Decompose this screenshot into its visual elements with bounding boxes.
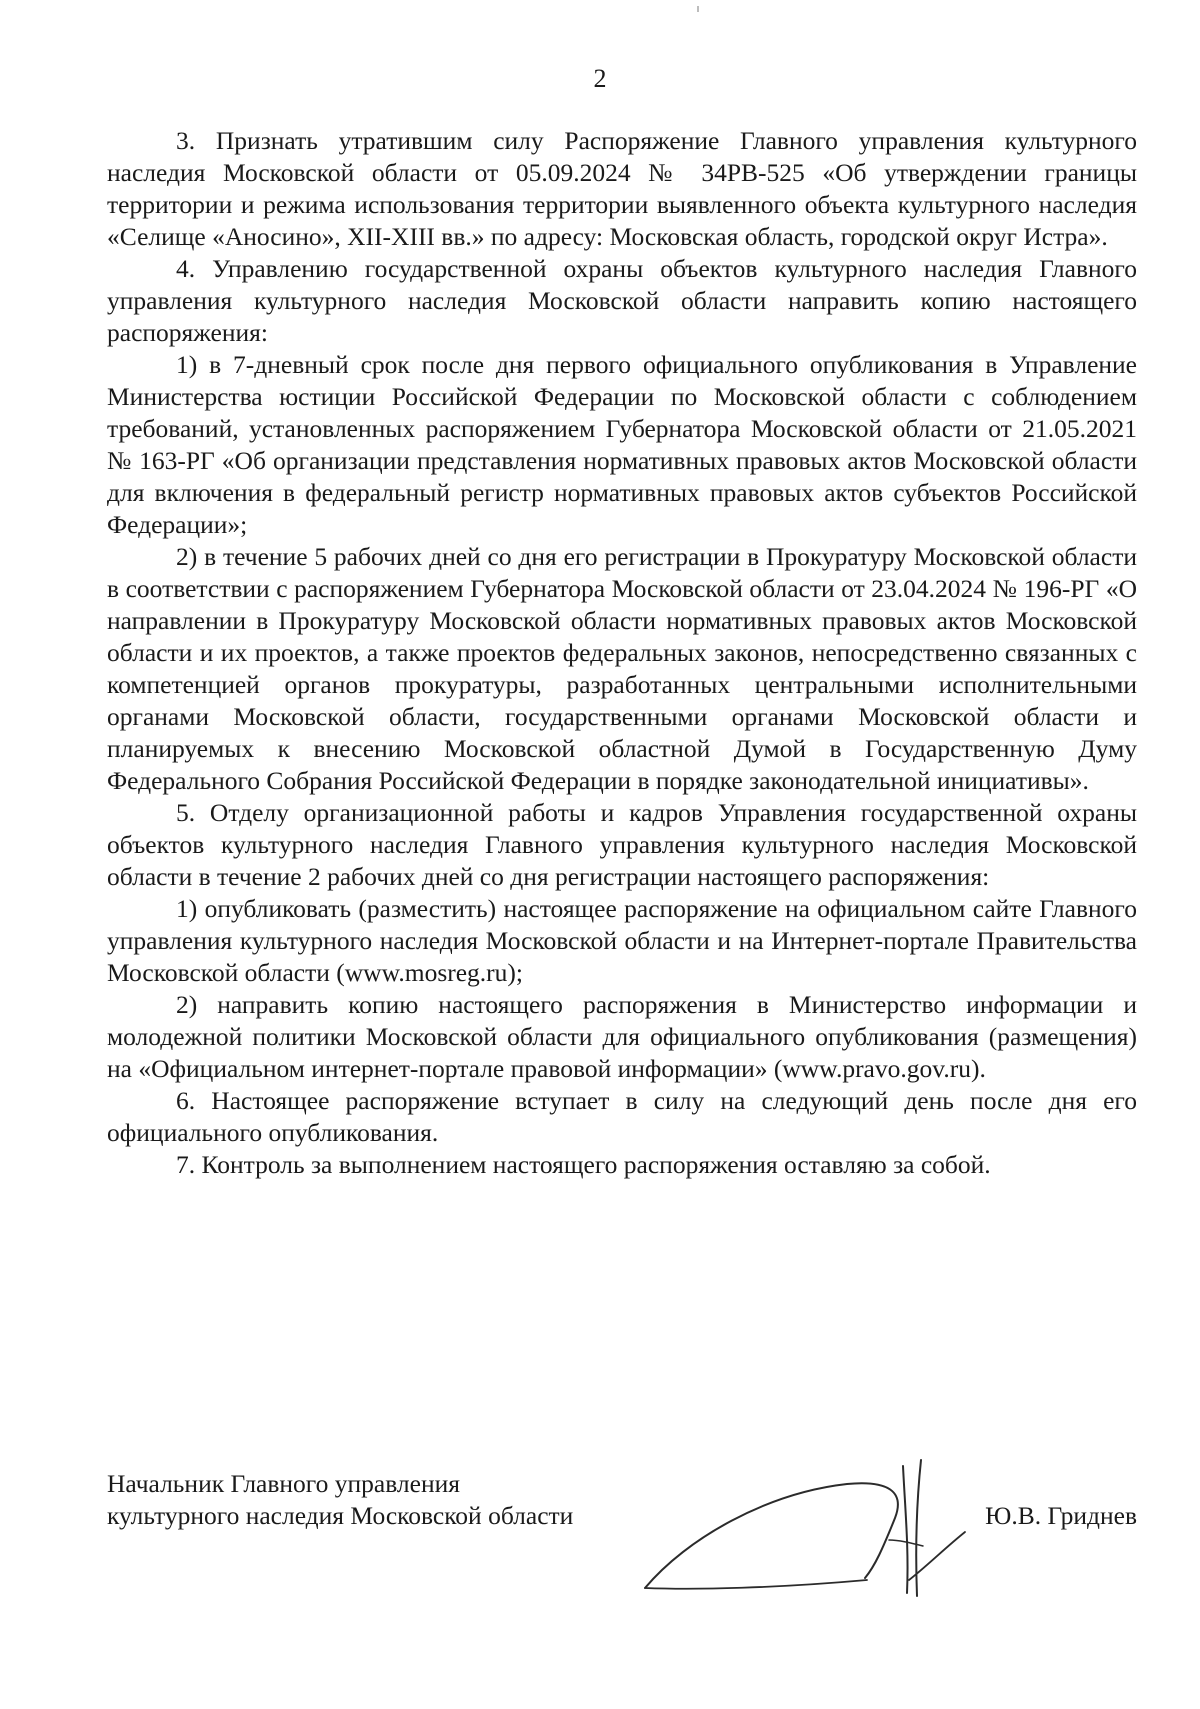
document-body	[107, 125, 1137, 1181]
signatory-title-line-2: культурного наследия Московской области	[107, 1501, 574, 1530]
page-number: 2	[593, 64, 607, 93]
paragraph-item-5-1: 1) опубликовать (разместить) настоящее распоряжение на официальном сайте Главного управления культурного наследия Московской области и на Интернет-портале Правительства Московской области (www.mosreg.ru);	[107, 894, 1137, 987]
signatory-title-line-1: Начальник Главного управления	[107, 1469, 460, 1498]
paragraph-item-5-2: 2) направить копию настоящего распоряжения в Министерство информации и молодежной политики Московской области для официального опубликования (размещения) на «Официальном интернет-портале правовой информации» (www.pravo.gov.ru).	[107, 990, 1137, 1083]
scan-artifact	[697, 6, 699, 12]
paragraph-item-7: 7. Контроль за выполнением настоящего распоряжения оставляю за собой.	[176, 1150, 991, 1179]
paragraph-item-4-2: 2) в течение 5 рабочих дней со дня его регистрации в Прокуратуру Московской области в соответствии с распоряжением Губернатора Московской области от 23.04.2024 № 196-РГ «О направлении в Прокуратуру Московской области нормативных правовых актов Московской области и их проектов, а также проектов федеральных законов, непосредственно связанных с компетенцией органов прокуратуры, разработанных центральными исполнительными органами Московской области, государственными органами Московской области и планируемых к внесению Московской областной Думой в Государственную Думу Федерального Собрания Российской Федерации в порядке законодательной инициативы».	[107, 542, 1137, 795]
paragraph-item-4-1: 1) в 7-дневный срок после дня первого официального опубликования в Управление Министерства юстиции Российской Федерации по Московской области с соблюдением требований, установленных распоряжением Губернатора Московской области от 21.05.2021 № 163-РГ «Об организации представления нормативных правовых актов Московской области для включения в федеральный регистр нормативных правовых актов субъектов Российской Федерации»;	[107, 350, 1137, 539]
paragraph-item-3: 3. Признать утратившим силу Распоряжение Главного управления культурного наследия Московской области от 05.09.2024 № 34РВ-525 «Об утверждении границы территории и режима использования территории выявленного объекта культурного наследия «Селище «Аносино», XII-XIII вв.» по адресу: Московская область, городской округ Истра».	[107, 126, 1137, 251]
paragraph-item-4: 4. Управлению государственной охраны объектов культурного наследия Главного управления культурного наследия Московской области направить копию настоящего распоряжения:	[107, 254, 1137, 347]
paragraph-item-5: 5. Отделу организационной работы и кадров Управления государственной охраны объектов культурного наследия Главного управления культурного наследия Московской области в течение 2 рабочих дней со дня регистрации настоящего распоряжения:	[107, 798, 1137, 891]
paragraph-item-6: 6. Настоящее распоряжение вступает в силу на следующий день после дня его официального опубликования.	[107, 1086, 1137, 1147]
signature-block	[107, 1468, 1137, 1578]
signatory-title	[107, 1468, 573, 1532]
signatory-name: Ю.В. Гриднев	[985, 1501, 1137, 1530]
